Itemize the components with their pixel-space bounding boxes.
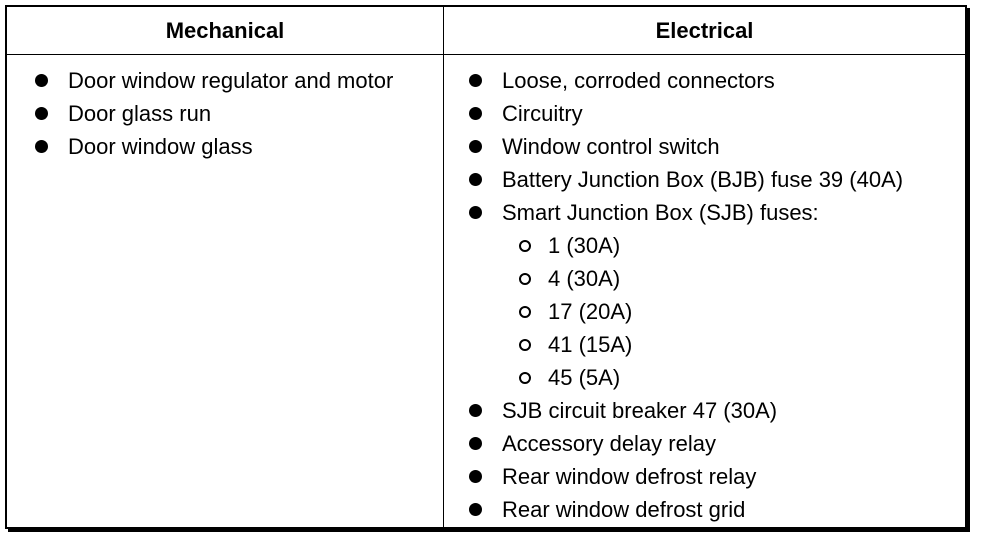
fuse-label: 4 (30A) xyxy=(548,265,621,291)
electrical-list xyxy=(469,64,903,526)
sub-list-item xyxy=(469,229,903,262)
bullet-icon xyxy=(469,107,482,120)
electrical-item-label: Rear window defrost grid xyxy=(502,496,746,522)
sub-list-item xyxy=(469,361,903,394)
list-item xyxy=(469,394,903,427)
list-item xyxy=(35,64,393,97)
bullet-icon xyxy=(469,404,482,417)
list-item xyxy=(469,196,903,229)
sub-list-item xyxy=(469,328,903,361)
mechanical-item-label: Door window regulator and motor xyxy=(68,67,394,93)
electrical-item-label: Smart Junction Box (SJB) fuses: xyxy=(502,199,819,225)
fuse-label: 17 (20A) xyxy=(548,298,633,324)
bullet-icon xyxy=(35,74,48,87)
list-item xyxy=(469,493,903,526)
symptom-table xyxy=(5,5,967,529)
electrical-item-label: Window control switch xyxy=(502,133,720,159)
bullet-icon xyxy=(469,206,482,219)
mechanical-list xyxy=(35,64,393,163)
list-item xyxy=(469,97,903,130)
electrical-item-label: Rear window defrost relay xyxy=(502,463,757,489)
bullet-icon xyxy=(469,173,482,186)
hollow-bullet-icon xyxy=(519,372,531,384)
list-item xyxy=(35,97,393,130)
header-electrical: Electrical xyxy=(655,17,754,43)
list-item xyxy=(469,130,903,163)
header-mechanical: Mechanical xyxy=(165,17,285,43)
bullet-icon xyxy=(35,140,48,153)
sub-list-item xyxy=(469,262,903,295)
fuse-label: 1 (30A) xyxy=(548,232,621,258)
hollow-bullet-icon xyxy=(519,240,531,252)
list-item xyxy=(469,163,903,196)
hollow-bullet-icon xyxy=(519,273,531,285)
header-divider xyxy=(7,54,965,55)
electrical-item-label: Loose, corroded connectors xyxy=(502,67,775,93)
list-item xyxy=(469,460,903,493)
bullet-icon xyxy=(469,74,482,87)
bullet-icon xyxy=(469,140,482,153)
mechanical-item-label: Door window glass xyxy=(68,133,253,159)
list-item xyxy=(469,427,903,460)
hollow-bullet-icon xyxy=(519,306,531,318)
electrical-item-label: Circuitry xyxy=(502,100,583,126)
electrical-item-label: SJB circuit breaker 47 (30A) xyxy=(502,397,778,423)
bullet-icon xyxy=(469,470,482,483)
bullet-icon xyxy=(469,503,482,516)
hollow-bullet-icon xyxy=(519,339,531,351)
mechanical-item-label: Door glass run xyxy=(68,100,212,126)
sub-list-item xyxy=(469,295,903,328)
fuse-label: 41 (15A) xyxy=(548,331,633,357)
electrical-item-label: Battery Junction Box (BJB) fuse 39 (40A) xyxy=(502,166,904,192)
bullet-icon xyxy=(35,107,48,120)
list-item xyxy=(35,130,393,163)
column-divider xyxy=(443,7,444,527)
list-item xyxy=(469,64,903,97)
electrical-item-label: Accessory delay relay xyxy=(502,430,716,456)
fuse-label: 45 (5A) xyxy=(548,364,621,390)
bullet-icon xyxy=(469,437,482,450)
